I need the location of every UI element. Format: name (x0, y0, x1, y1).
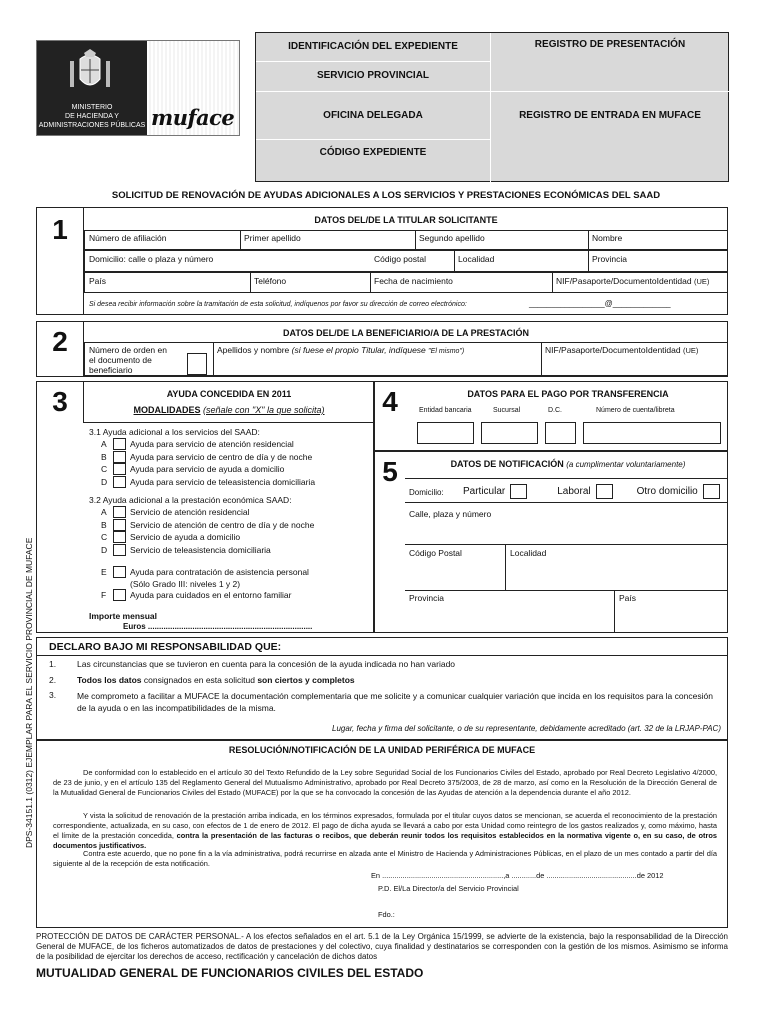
g1-option-text: Ayuda para servicio de centro de día y de noche (130, 451, 313, 462)
coat-of-arms-icon (67, 49, 113, 95)
apellidos-label: Apellidos y nombre (217, 345, 290, 355)
telefono-field[interactable]: Teléfono (254, 276, 287, 286)
resolucion-p2 (53, 811, 717, 851)
declaro-item2-c: son ciertos y completos (257, 675, 355, 685)
apellidos-field[interactable] (217, 345, 464, 355)
s5-heading-label: DATOS DE NOTIFICACIÓN (450, 459, 564, 469)
ident-label: IDENTIFICACIÓN DEL EXPEDIENTE (288, 41, 458, 52)
s1-row3 (84, 272, 728, 293)
g2-option-letter: A (101, 507, 107, 517)
g2-option-text: Servicio de teleasistencia domiciliaria (130, 544, 271, 555)
servicio-provincial-label: SERVICIO PROVINCIAL (316, 70, 430, 81)
option-f-letter: F (101, 590, 107, 600)
resolucion-section (36, 740, 728, 928)
footer-title: MUTUALIDAD GENERAL DE FUNCIONARIOS CIVILES DEL ESTADO (36, 966, 424, 980)
ue-label: (UE) (693, 277, 710, 286)
g2-option-letter: D (101, 544, 108, 555)
modalidades-label: MODALIDADES (133, 405, 201, 415)
resolucion-heading: RESOLUCIÓN/NOTIFICACIÓN DE LA UNIDAD PERIFÉRICA DE MUFACE (228, 745, 536, 755)
resolucion-p3 (53, 849, 717, 869)
g2-option-checkbox[interactable] (113, 531, 126, 543)
section-2 (36, 321, 728, 377)
g2-option-c (101, 531, 240, 543)
dc-label: D.C. (548, 407, 562, 414)
apellido2-field[interactable]: Segundo apellido (419, 233, 485, 243)
proteccion-datos (36, 932, 728, 962)
section-1-number: 1 (52, 214, 68, 245)
g2-option-text: Servicio de ayuda a domicilio (130, 532, 241, 542)
g1-title: 3.1 Ayuda adicional a los servicios del SAAD: (89, 427, 260, 437)
domicilio-label: Domicilio: (409, 488, 444, 497)
dc-input[interactable] (545, 422, 576, 444)
option-e (101, 566, 309, 578)
g1-option-checkbox[interactable] (113, 438, 126, 450)
g2-option-checkbox[interactable] (113, 519, 126, 531)
g1-option-letter: B (101, 451, 107, 462)
ministry-text (37, 103, 147, 130)
calle-field[interactable]: Calle, plaza y número (409, 509, 492, 519)
importe-label: Importe mensual (89, 611, 158, 621)
domicilio-field[interactable]: Domicilio: calle o plaza y número (89, 254, 214, 264)
g1-option-a (101, 438, 294, 450)
proteccion-title: PROTECCIÓN DE DATOS DE CARÁCTER PERSONAL. (36, 932, 242, 941)
muface-logo: muface (151, 105, 235, 130)
g1-option-checkbox[interactable] (113, 463, 126, 475)
g2-option-d (101, 544, 271, 556)
resolucion-p2-b: contra la presentación de las facturas o recibos, que deberán reunir todos los requisitos establecidos en la normativa vigente o, en su caso, de otros documentos justificativos. (53, 831, 717, 850)
resolucion-p2-a: Y vista la solicitud de renovación de la prestación arriba indicada, en los términos expresados, formulada por el titular cuyos datos se mencionan, se acuerda el reconocimiento de la prestación correspondiente, actualizada, en su caso, con efectos de 1 de enero de 2012. El pago de dicha ayuda se llevará a cabo por esta Unidad como reintegro de los gastos realizados y, como máximo, hasta el límite de la prestación concedida, (53, 811, 717, 840)
nacimiento-field[interactable]: Fecha de nacimiento (374, 276, 453, 286)
g2-option-a (101, 506, 250, 518)
g2-option-letter: C (101, 532, 108, 542)
g1-option-letter: C (101, 464, 108, 474)
declaro-item1-num: 1. (49, 659, 57, 669)
modalidades-heading (84, 405, 374, 415)
laboral-label: Laboral (557, 486, 591, 497)
declaro-item2-num: 2. (49, 675, 57, 685)
section-4 (374, 381, 728, 451)
nif-label: NIF/Pasaporte/DocumentoIdentidad (556, 276, 692, 286)
option-f-text: Ayuda para cuidados en el entorno familiar (130, 590, 292, 600)
section-4-heading: DATOS PARA EL PAGO POR TRANSFERENCIA (467, 389, 669, 399)
provincia-field[interactable]: Provincia (592, 254, 627, 264)
s5-cp-field[interactable]: Código Postal (409, 548, 462, 558)
mismo-note: "El mismo") (428, 348, 465, 355)
apellidos-note: (si fuese el propio Titular, indíquese (291, 345, 426, 355)
section-1-heading: DATOS DEL/DE LA TITULAR SOLICITANTE (314, 215, 498, 225)
cuenta-label: Número de cuenta/libreta (596, 407, 675, 414)
expediente-header (255, 32, 729, 182)
g2-option-checkbox[interactable] (113, 544, 126, 556)
particular-label: Particular (463, 486, 506, 497)
declaro-item2-b: consignados en esta solicitud (141, 675, 258, 685)
g1-option-text: Ayuda para servicio de ayuda a domicilio (130, 464, 285, 474)
particular-checkbox[interactable] (510, 484, 527, 499)
form-title: SOLICITUD DE RENOVACIÓN DE AYUDAS ADICIONALES A LOS SERVICIOS Y PRESTACIONES ECONÓMICAS DEL SAAD (111, 190, 661, 201)
modalidades-note: (señale con "X" la que solicita) (203, 405, 325, 415)
declaro-item1: Las circunstancias que se tuvieron en cuenta para la concesión de la ayuda indicada no han variado (77, 659, 456, 669)
declaro-item3-num: 3. (49, 690, 57, 700)
resolucion-p1-text: De conformidad con lo establecido en el artículo 30 del Texto Refundido de la Ley sobre Seguridad Social de los Funcionarios Civiles del Estado, aprobado por Real Decreto Legislativo 4/2000, de 23 de junio, y en el artículo 135 del Reglamento General del Mutualismo Administrativo, aprobado por Real Decreto 375/2003, de 28 de marzo, así como en la Resolución de la Dirección General de la Mutualidad General de Funcionarios Civiles del Estado (MUFACE) por la que se ha convocado la concesión de las Ayudas de atención a la dependencia durante el año 2012. (53, 768, 717, 797)
s5-provincia-field[interactable]: Provincia (409, 593, 444, 603)
registro-entrada-label: REGISTRO DE ENTRADA EN MUFACE (519, 110, 701, 121)
notif-options (463, 484, 720, 499)
g1-option-checkbox[interactable] (113, 451, 126, 463)
resolucion-p1 (53, 768, 717, 798)
proteccion-text: - A los efectos señalados en el art. 5.1 de la Ley Orgánica 15/1999, se advierte de la existencia, bajo la responsabilidad de la Dirección General de MUFACE, de los ficheros automatizados de datos de prestaciones y del colectivo, cuya finalidad y destinatarios se corresponden con la gestión de los mismos. Asimismo se informa de la posibilidad de ejercitar los derechos de acceso, rectificación y cancelación de dichos datos (36, 932, 728, 961)
g1-option-b (101, 451, 312, 463)
ministry-panel (37, 41, 147, 135)
email-input[interactable]: _________________@_____________ (529, 299, 671, 308)
euros-input[interactable]: Euros .......................................................................... (123, 622, 313, 631)
entidad-label: Entidad bancaria (419, 407, 472, 414)
option-e-text: Ayuda para contratación de asistencia personal (130, 567, 309, 577)
s5-localidad-field[interactable]: Localidad (510, 548, 547, 558)
section-4-number: 4 (382, 386, 398, 417)
s1-row2 (84, 250, 728, 272)
g2-option-letter: B (101, 519, 107, 530)
orden-box[interactable] (187, 353, 207, 375)
section-3-number: 3 (52, 386, 68, 417)
pd-director: P.D. El/La Director/a del Servicio Provincial (378, 884, 519, 893)
codigo-expediente-label: CÓDIGO EXPEDIENTE (319, 147, 427, 158)
section-3 (36, 381, 374, 633)
g2-option-text: Servicio de atención residencial (130, 507, 250, 517)
fdo-label: Fdo.: (378, 910, 395, 919)
nombre-field[interactable]: Nombre (592, 233, 623, 243)
section-5 (374, 451, 728, 633)
declaro-item2-a: Todos los datos (77, 675, 142, 685)
g1-option-checkbox[interactable] (113, 476, 126, 488)
cp-field[interactable]: Código postal (374, 254, 426, 264)
section-3-heading: AYUDA CONCEDIDA EN 2011 (166, 389, 292, 399)
declaro-item3: Me comprometo a facilitar a MUFACE la documentación complementaria que me solicite y a comunicar cualquier variación que incida en los requisitos para la concesión de la ayuda o en las incompatibilidades de la misma. (77, 691, 713, 713)
nif-field[interactable] (556, 276, 709, 286)
side-text-label: DPS-34151.1 (0312) EJEMPLAR PARA EL SERVICIO PROVINCIAL DE MUFACE (24, 537, 34, 848)
orden-line3: beneficiario (89, 365, 133, 375)
g2-title: 3.2 Ayuda adicional a la prestación económica SAAD: (89, 495, 292, 505)
g1-option-c (101, 463, 284, 475)
section-5-heading (409, 459, 727, 469)
otro-checkbox[interactable] (703, 484, 720, 499)
option-e-note: (Sólo Grado III: niveles 1 y 2) (130, 579, 241, 589)
g2-option-checkbox[interactable] (113, 506, 126, 518)
sucursal-label: Sucursal (493, 407, 521, 414)
resolucion-p3-text: Contra este acuerdo, que no pone fin a la vía administrativa, podrá recurrirse en alzada ante el Ministro de Hacienda y Administraciones Públicas, en el plazo de un mes contado a partir del día siguiente al de la recepción de esta notificación. (53, 849, 717, 868)
g1-option-text: Ayuda para servicio de atención residencial (130, 439, 294, 449)
ministry-line1: MINISTERIO (71, 104, 113, 111)
s5-pais-field[interactable]: País (619, 593, 637, 603)
lugar-firma[interactable]: Lugar, fecha y firma del solicitante, o de su representante, debidamente acreditado (art. 32 de la LRJAP-PAC) (332, 724, 721, 733)
s1-row1 (84, 230, 728, 250)
declaro-item2 (77, 675, 355, 685)
registro-presentacion-label: REGISTRO DE PRESENTACIÓN (534, 39, 686, 50)
cuenta-input[interactable] (583, 422, 721, 444)
entidad-input[interactable] (417, 422, 474, 444)
orden-line2: el documento de (89, 355, 152, 365)
s2-nif-field[interactable] (545, 345, 698, 355)
s2-row (84, 342, 728, 376)
option-e-letter: E (101, 567, 107, 577)
section-1 (36, 207, 728, 315)
section-2-number: 2 (52, 326, 68, 357)
ministry-line3: ADMINISTRACIONES PÚBLICAS (38, 122, 146, 129)
g1-option-d (101, 476, 315, 488)
lugar-fecha-line[interactable]: En ...........................................................,a ............de ............................................de 2012 (371, 871, 664, 880)
g1-option-letter: D (101, 476, 108, 487)
section-5-number: 5 (382, 456, 398, 487)
g1-option-text: Ayuda para servicio de teleasistencia domiciliaria (130, 476, 316, 487)
option-f (101, 589, 291, 601)
orden-line1: Número de orden en (89, 345, 167, 355)
s2-ue-label: (UE) (682, 346, 699, 355)
afiliacion-field[interactable]: Número de afiliación (89, 233, 167, 243)
pais-field[interactable]: País (89, 276, 107, 286)
g2-option-b (101, 519, 314, 531)
s5-heading-note: (a cumplimentar voluntariamente) (566, 460, 686, 469)
orden-label (89, 345, 167, 375)
g2-option-text: Servicio de atención de centro de día y de noche (130, 519, 315, 530)
localidad-field[interactable]: Localidad (458, 254, 495, 264)
declaro-heading: DECLARO BAJO MI RESPONSABILIDAD QUE: (49, 641, 282, 653)
sucursal-input[interactable] (481, 422, 538, 444)
oficina-delegada-label: OFICINA DELEGADA (323, 110, 423, 121)
s2-nif-label: NIF/Pasaporte/DocumentoIdentidad (545, 345, 681, 355)
option-f-checkbox[interactable] (113, 589, 126, 601)
otro-label: Otro domicilio (636, 486, 698, 497)
ministry-line2: DE HACIENDA Y (65, 113, 119, 120)
side-text (24, 537, 36, 1024)
email-note: Si desea recibir información sobre la tramitación de esta solicitud, indíquenos por favor su dirección de correo electrónico: (89, 301, 467, 308)
apellido1-field[interactable]: Primer apellido (244, 233, 301, 243)
section-2-heading: DATOS DEL/DE LA BENEFICIARIO/A DE LA PRESTACIÓN (282, 328, 529, 338)
logo-block (36, 40, 240, 136)
laboral-checkbox[interactable] (596, 484, 613, 499)
option-e-checkbox[interactable] (113, 566, 126, 578)
declaro-section (36, 637, 728, 740)
g1-option-letter: A (101, 439, 107, 449)
